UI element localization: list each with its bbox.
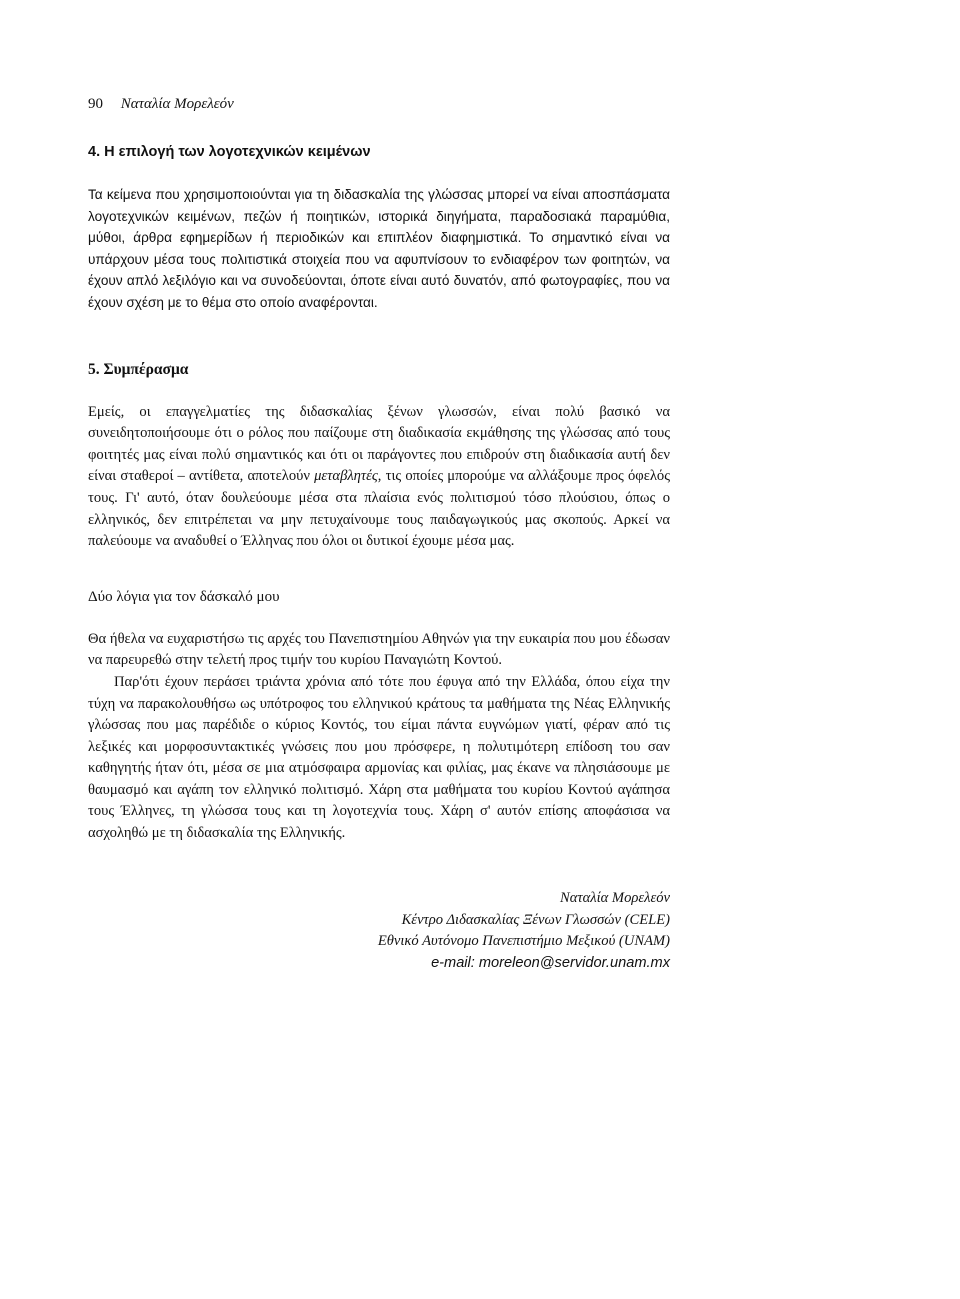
acknowledgements (88, 587, 670, 845)
section-4 (88, 142, 670, 314)
section-4-title: 4. Η επιλογή των λογοτεχνικών κειμένων (88, 144, 371, 160)
acknowledgements-title: Δύο λόγια για τον δάσκαλό μου (88, 588, 280, 605)
section-4-paragraph: Τα κείμενα που χρησιμοποιούνται για τη διδασκαλία της γλώσσας μπορεί να είναι αποσπάσματα λογοτεχνικών κειμένων, πεζών ή ποιητικών, ιστορικά διηγήματα, παραδοσιακά παραμύθια, μύθοι, άρθρα εφημερίδων ή περιοδικών και επιπλέον διαφημιστικά. Το σημαντικό είναι να υπάρχουν μέσα τους πολιτιστικά στοιχεία που να αφυπνίσουν το ενδιαφέρον των φοιτητών, να έχουν απλό λεξιλόγιο και να συνοδεύονται, όποτε είναι αυτό δυνατόν, από φωτογραφίες, που να έχουν σχέση με το θέμα στο οποίο αναφέρονται. (88, 187, 670, 310)
section-5-text-a: Εμείς, οι επαγγελματίες της διδασκαλίας ξένων γλωσσών, είναι πολύ βασικό να συνειδητοποιήσουμε ότι ο ρόλος που παίζουμε στη διαδικασία εκμάθησης της γλώσσας από τους φοιτητές μας είναι πολύ σημαντικός και ότι οι παράγοντες που επιδρούν στη διαδικασία αυτή δεν είναι σταθεροί – αντίθετα, αποτελούν (88, 403, 670, 485)
main-content (88, 142, 670, 845)
acknowledgements-para-1: Θα ήθελα να ευχαριστήσω τις αρχές του Πανεπιστημίου Αθηνών για την ευκαιρία που μου έδωσαν να παρευρεθώ στην τελετή προς τιμήν του κυρίου Παναγιώτη Κοντού. (88, 630, 670, 669)
signature-institution-1: Κέντρο Διδασκαλίας Ξένων Γλωσσών (CELE) (401, 911, 670, 928)
section-5 (88, 360, 670, 553)
signature-email: e-mail: moreleon@servidor.unam.mx (431, 954, 670, 971)
section-5-title: 5. Συμπέρασμα (88, 360, 189, 378)
page-number: 90 (88, 96, 103, 112)
signature-institution-2: Εθνικό Αυτόνομο Πανεπιστήμιο Μεξικού (UNAM) (377, 933, 670, 950)
signature-block (378, 888, 670, 974)
signature-name: Ναταλία Μορελεόν (559, 890, 670, 906)
running-header (88, 94, 234, 114)
acknowledgements-para-2: Παρ'ότι έχουν περάσει τριάντα χρόνια από τότε που έφυγα από την Ελλάδα, όπου είχα την τύχη να παρακολουθήσω ως υπότροφος του ελληνικού κράτους τα μαθήματα της Νέας Ελληνικής γλώσσας που μας παρέδιδε ο κύριος Κοντός, του είμαι πάντα ευγνώμων γιατί, φέραν από τις λεξικές και μορφοσυντακτικές γνώσεις που μου πρόσφερε, η πολυτιμότερη επίδοση του σαν καθηγητής ήταν ότι, μέσα σε μια ατμόσφαιρα αρμονίας και φιλίας, μας έκανε να πλησιάσουμε με θαυμασμό και αγάπη τον ελληνικό πολιτισμό. Χάρη στα μαθήματα του κυρίου Κοντού αγάπησα τους Έλληνες, τη γλώσσα τους και τη λογοτεχνία τους. Χάρη σ' αυτόν επίσης αποφάσισα να ασχοληθώ με τη διδασκαλία της Ελληνικής. (88, 673, 670, 842)
header-author: Ναταλία Μορελεόν (120, 96, 234, 112)
section-5-text-b: , τις οποίες μπορούμε να αλλάξουμε προς όφελός τους. Γι' αυτό, όταν δουλεύουμε μέσα στα πλαίσια ενός πολιτισμού τόσο πλούσιου, όπως ο ελληνικός, δεν επιτρέπεται να μην πετυχαίνουμε τους παιδαγωγικούς μας σκοπούς. Αρκεί να παλεύουμε να αναδυθεί ο Έλληνας που όλοι οι δυτικοί έχουμε μέσα μας. (88, 468, 670, 550)
section-5-paragraph (88, 402, 670, 553)
section-5-italic: μεταβλητές (314, 468, 378, 485)
